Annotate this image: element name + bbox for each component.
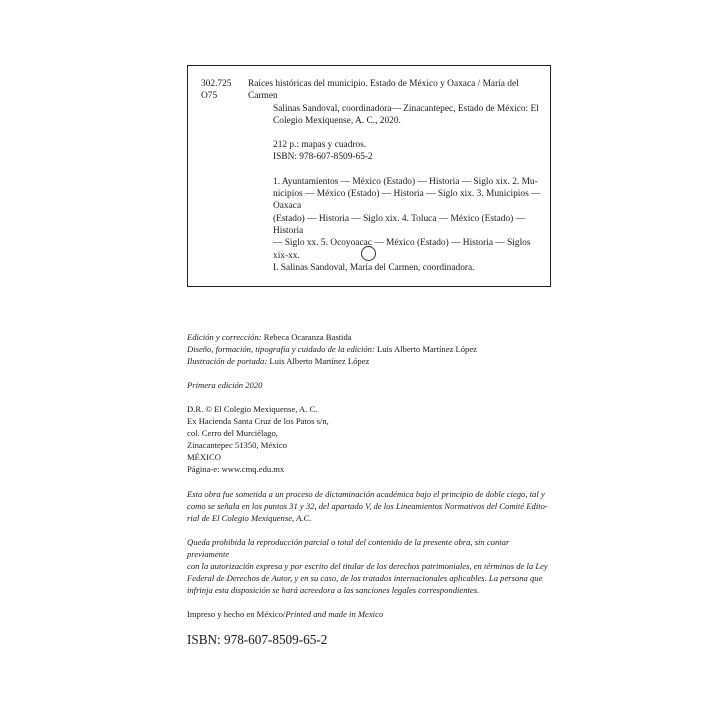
copyright-notice-line — [187, 572, 552, 584]
credit-name: Luis Alberto Martínez López — [267, 356, 370, 366]
subject-line: 1. Ayuntamientos — México (Estado) — Historia — Siglo xix. 2. Mu- — [273, 176, 538, 187]
credit-name: Luis Alberto Martínez López — [374, 344, 477, 354]
subject-line: — Siglo xx. 5. Ocoyoacac — México (Estado) — Historia — Siglos xix-xx. — [273, 238, 531, 261]
copyright-notice-text: infrinja esta disposición se hará acreedora a las sanciones legales correspondientes. — [187, 585, 480, 595]
printed-in — [187, 608, 552, 620]
call-number-line: O75 — [201, 91, 218, 102]
edition — [187, 379, 552, 391]
publisher-line: col. Cerro del Murciélago, — [187, 428, 278, 438]
physical-description: 212 p.: mapas y cuadros. — [273, 140, 367, 151]
title-line: Raíces históricas del municipio. Estado de México y Oaxaca / María del Carmen — [248, 79, 519, 102]
credit-line — [187, 355, 552, 367]
credit-line — [187, 331, 552, 343]
isbn-footer: ISBN: 978-607-8509-65-2 — [187, 632, 328, 647]
colophon — [187, 331, 552, 648]
credit-role: Edición y corrección: — [187, 332, 262, 342]
publisher-line: MÉXICO — [187, 452, 221, 462]
review-notice-line — [187, 488, 552, 500]
call-number-line: 302.725 — [201, 79, 232, 89]
publisher-line: Página-e: www.cmq.edu.mx — [187, 464, 285, 474]
review-notice-text: como se señala en los puntos 31 y 32, del apartado V, de los Lineamientos Normativos del Comité Edito- — [187, 501, 548, 511]
credit-role: Ilustración de portada: — [187, 356, 268, 366]
copyright-notice-text: Federal de Derechos de Autor, y en su caso, de los tratados internacionales aplicables. La persona que — [187, 573, 543, 583]
catalog-entry — [248, 78, 544, 274]
copyright-notice-text: Queda prohibida la reproducción parcial o total del contenido de la presente obra, sin contar previamente — [187, 537, 510, 559]
printed-in-english: Printed and made in Mexico — [285, 609, 384, 619]
review-notice-line — [187, 512, 552, 524]
copyright-notice-line — [187, 560, 552, 572]
subject-line: I. Salinas Sandoval, María del Carmen, coordinadora. — [273, 262, 475, 273]
subject-line: nicipios — México (Estado) — Historia — Siglo xix. 3. Municipios — Oaxaca — [273, 189, 541, 212]
title-line: Salinas Sandoval, coordinadora— Zinacantepec, Estado de México: El — [273, 103, 539, 114]
credit-line — [187, 343, 552, 355]
edition-text: Primera edición 2020 — [187, 380, 263, 390]
review-notice-line — [187, 500, 552, 512]
publisher-line: D.R. © El Colegio Mexiquense, A. C. — [187, 404, 318, 414]
subject-line: (Estado) — Historia — Siglo xix. 4. Toluca — México (Estado) — Historia — [273, 213, 525, 236]
credit-role: Diseño, formación, tipografía y cuidado de la edición: — [187, 344, 375, 354]
title-line: Colegio Mexiquense, A. C., 2020. — [273, 115, 401, 126]
copyright-notice-line — [187, 536, 552, 560]
catalog-card — [187, 65, 551, 287]
credit-name: Rebeca Ocaranza Bastida — [261, 332, 352, 342]
publisher-line: Zinacantepec 51350, México — [187, 440, 287, 450]
copyright-notice-line — [187, 584, 552, 596]
copyright-notice-text: con la autorización expresa y por escrito del titular de los derechos patrimoniales, en términos de la Ley — [187, 561, 548, 571]
publisher-line: Ex Hacienda Santa Cruz de los Patos s/n, — [187, 416, 329, 426]
card-isbn: ISBN: 978-607-8509-65-2 — [273, 152, 373, 163]
review-notice-text: rial de El Colegio Mexiquense, A.C. — [187, 513, 312, 523]
circle-mark — [361, 246, 376, 261]
call-number — [201, 78, 231, 103]
review-notice-text: Esta obra fue sometida a un proceso de dictaminación académica bajo el principio de doble ciego, tal y — [187, 489, 545, 499]
printed-in-spanish: Impreso y hecho en México/ — [187, 609, 286, 619]
